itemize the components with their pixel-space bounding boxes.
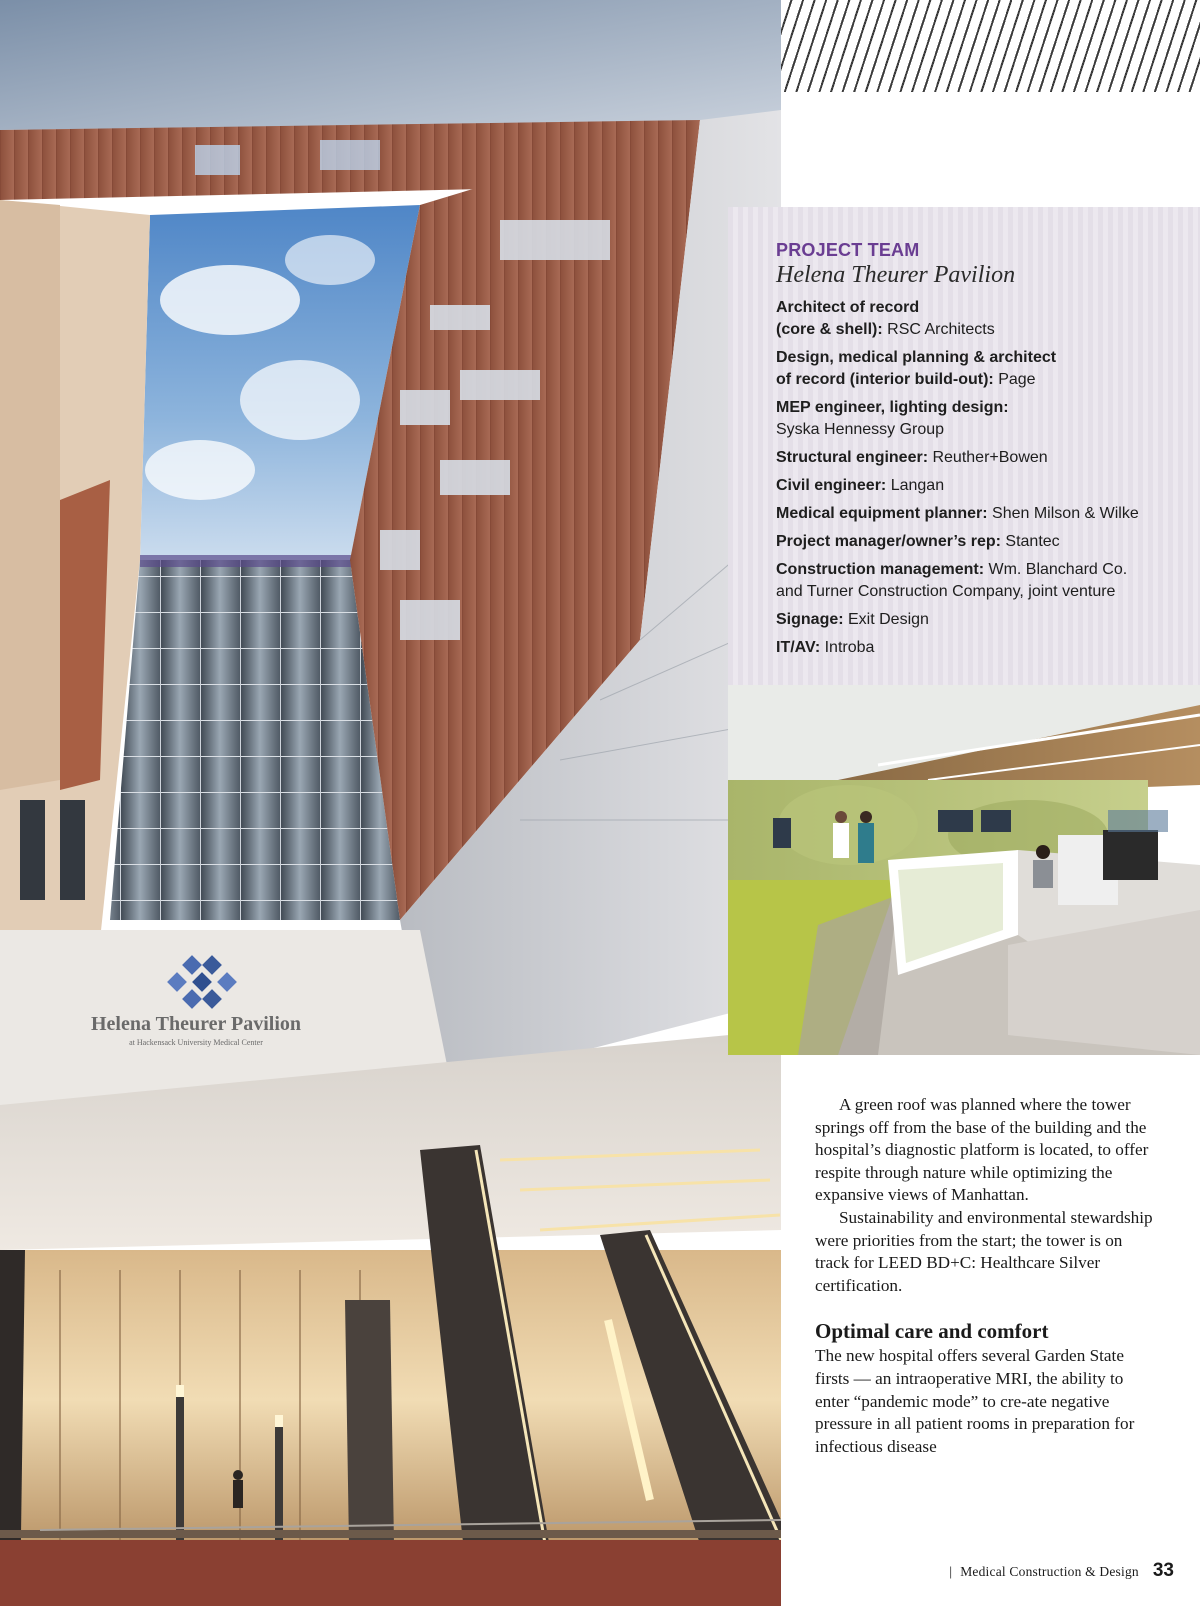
credit-structural-engineer (776, 447, 1186, 469)
credit-role: Project manager/owner’s rep: (776, 533, 1001, 550)
project-team-sidebar (728, 207, 1200, 685)
credit-role: of record (interior build-out): (776, 371, 994, 388)
credit-role: (core & shell): (776, 321, 883, 338)
credit-value: and Turner Construction Company, joint venture (776, 583, 1116, 600)
decorative-stripes (781, 0, 1200, 92)
sidebar-title: Helena Theurer Pavilion (776, 262, 1016, 288)
credit-value: Syska Hennessy Group (776, 421, 945, 438)
nurse-station-photo (728, 685, 1200, 1055)
paragraph-garden-state-firsts: The new hospital offers several Garden State firsts — an intraoperative MRI, the ability to enter “pandemic mode” to cre-ate negative pressure in all patient rooms in preparation for infectious disease (815, 1346, 1135, 1456)
credit-construction-management (776, 559, 1186, 603)
credit-design-medical-planning (776, 347, 1186, 391)
credit-value: RSC Architects (882, 321, 995, 338)
credit-role: Signage: (776, 611, 844, 628)
paragraph-sustainability: Sustainability and environmental stewardship were priorities from the start; the tower is on track for LEED BD+C: Healthcare Silver certification. (815, 1207, 1153, 1295)
credit-it-av (776, 637, 1186, 659)
sign-title: Helena Theurer Pavilion (90, 1013, 302, 1035)
credit-role: Design, medical planning & architect (776, 349, 1057, 366)
credit-value: Shen Milson & Wilke (987, 505, 1139, 522)
credit-role: Civil engineer: (776, 477, 887, 494)
credit-equipment-planner (776, 503, 1186, 525)
sign-subtitle: at Hackensack University Medical Center (129, 1038, 263, 1047)
page-footer (949, 1560, 1174, 1582)
credit-value: Page (993, 371, 1036, 388)
nurse-station-illustration (728, 685, 1200, 1055)
credit-role: Construction management: (776, 561, 985, 578)
credit-role: IT/AV: (776, 639, 821, 656)
credit-role: MEP engineer, lighting design: (776, 399, 1009, 416)
credit-value: Wm. Blanchard Co. (984, 561, 1128, 578)
credit-value: Langan (886, 477, 945, 494)
paragraph-green-roof: A green roof was planned where the tower springs off from the base of the building and the hospital’s diagnostic platform is located, to offer respite through nature while optimizing the expansive views of Manhattan. (815, 1095, 1149, 1205)
credit-mep-engineer (776, 397, 1186, 441)
credit-signage (776, 609, 1186, 631)
credit-role: Medical equipment planner: (776, 505, 988, 522)
page-number: 33 (1152, 1560, 1174, 1581)
section-heading: Optimal care and comfort (815, 1319, 1049, 1344)
credit-value: Introba (820, 639, 875, 656)
credit-role: Structural engineer: (776, 449, 929, 466)
article-body (815, 1094, 1155, 1458)
credit-value: Exit Design (843, 611, 929, 628)
credit-value: Stantec (1000, 533, 1060, 550)
credit-civil-engineer (776, 475, 1186, 497)
credit-value: Reuther+Bowen (928, 449, 1048, 466)
credit-project-manager (776, 531, 1186, 553)
publication-name: Medical Construction & Design (960, 1564, 1139, 1579)
sidebar-kicker: PROJECT TEAM (776, 240, 920, 260)
credit-architect-of-record (776, 297, 1186, 341)
footer-separator: | (948, 1564, 953, 1579)
credit-role: Architect of record (776, 299, 920, 316)
